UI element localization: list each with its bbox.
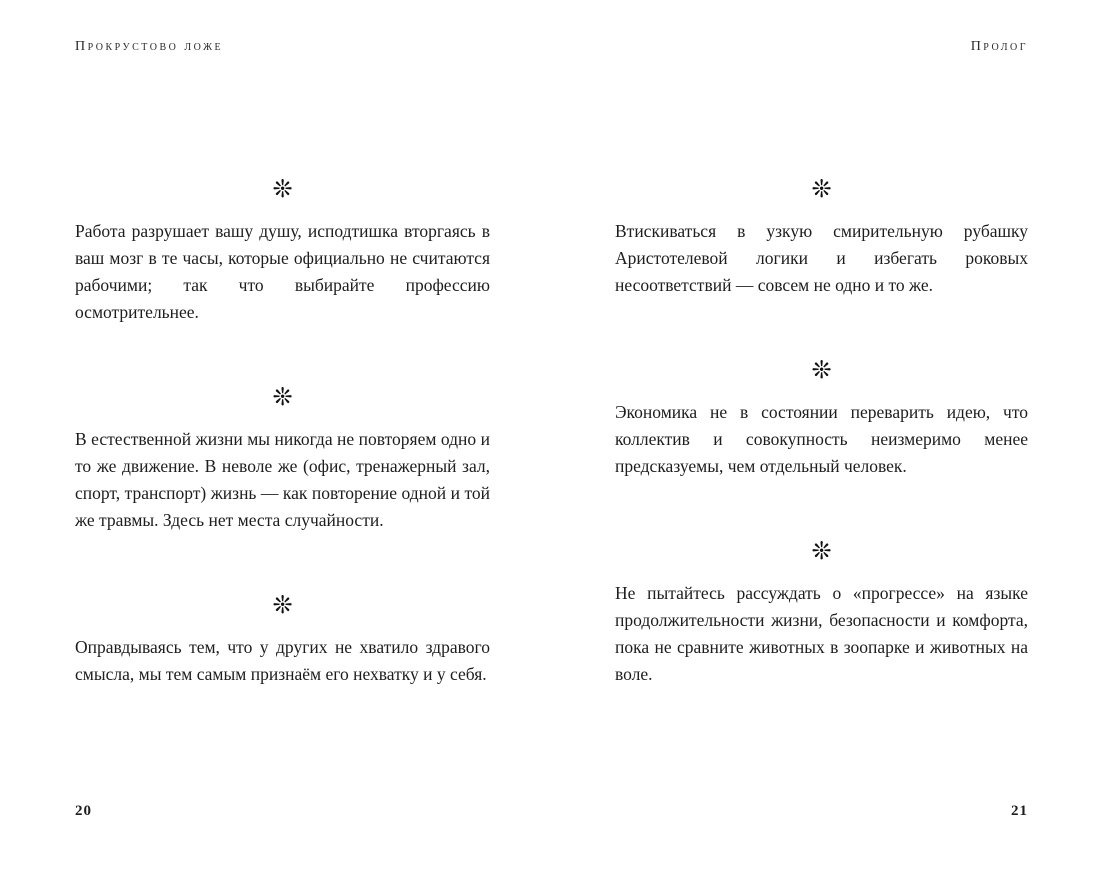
aphorism-text: В естественной жизни мы никогда не повторяем одно и то же движение. В неволе же (офис, тренажерный зал, спорт, транспорт) жизнь — как повторение одной и той же травмы. Здесь нет места случайности. bbox=[75, 429, 490, 530]
asterisk-ornament-icon: ❊ bbox=[811, 175, 832, 203]
asterisk-ornament-icon: ❊ bbox=[272, 383, 293, 411]
left-page-content bbox=[75, 174, 490, 688]
asterisk-ornament-icon: ❊ bbox=[272, 591, 293, 619]
aphorism-text: Втискиваться в узкую смирительную рубашку Аристотелевой логики и избегать роковых несоответствий — совсем не одно и то же. bbox=[615, 221, 1028, 295]
aphorism-text: Не пытайтесь рассуждать о «прогрессе» на языке продолжительности жизни, безопасности и комфорта, пока не сравните животных в зоопарке и животных на воле. bbox=[615, 583, 1028, 684]
asterisk-ornament-icon: ❊ bbox=[272, 175, 293, 203]
aphorism-text: Оправдываясь тем, что у других не хватило здравого смысла, мы тем самым признаём его нехватку и у себя. bbox=[75, 637, 490, 684]
page-number: 20 bbox=[75, 803, 92, 819]
running-header-right: Пролог bbox=[970, 39, 1028, 54]
page-number: 21 bbox=[1011, 803, 1028, 819]
running-header-left: Прокрустово ложе bbox=[75, 39, 224, 54]
right-page-content bbox=[615, 174, 1028, 688]
asterisk-ornament-icon: ❊ bbox=[811, 356, 832, 384]
aphorism-text: Экономика не в состоянии переварить идею, что коллектив и совокупность неизмеримо менее предсказуемы, чем отдельный человек. bbox=[615, 402, 1028, 476]
aphorism-text: Работа разрушает вашу душу, исподтишка вторгаясь в ваш мозг в те часы, которые официально не считаются рабочими; так что выбирайте профессию осмотрительнее. bbox=[75, 221, 490, 322]
right-page bbox=[550, 0, 1100, 880]
asterisk-ornament-icon: ❊ bbox=[811, 537, 832, 565]
